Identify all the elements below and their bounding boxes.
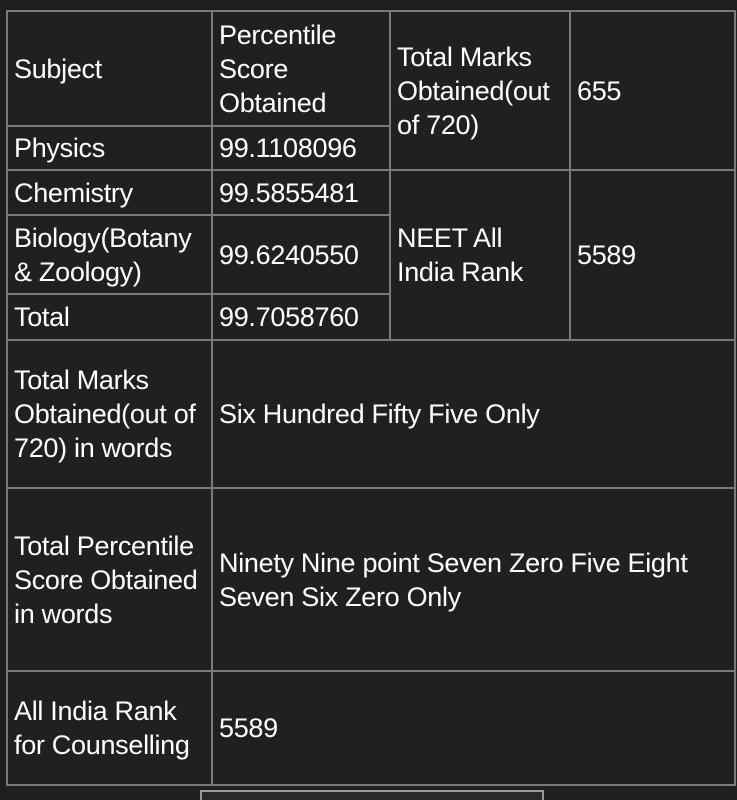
rank-label: NEET All India Rank <box>390 170 570 340</box>
counselling-rank-value: 5589 <box>212 671 735 785</box>
header-percentile: Percentile Score Obtained <box>212 11 390 126</box>
row-total-subject: Total <box>7 294 212 340</box>
counselling-rank-label: All India Rank for Counselling <box>7 671 212 785</box>
row-physics-subject: Physics <box>7 126 212 170</box>
result-table <box>6 10 736 786</box>
row-biology-subject: Biology(Botany & Zoology) <box>7 215 212 294</box>
row-chemistry-subject: Chemistry <box>7 170 212 215</box>
total-marks-value: 655 <box>570 11 735 170</box>
row-physics-score: 99.1108096 <box>212 126 390 170</box>
words-marks-value: Six Hundred Fifty Five Only <box>212 340 735 488</box>
rank-value: 5589 <box>570 170 735 340</box>
words-percentile-value: Ninety Nine point Seven Zero Five Eight Seven Six Zero Only <box>212 488 735 671</box>
words-marks-label: Total Marks Obtained(out of 720) in words <box>7 340 212 488</box>
row-biology-score: 99.6240550 <box>212 215 390 294</box>
header-total-marks-label: Total Marks Obtained(out of 720) <box>390 11 570 170</box>
header-subject: Subject <box>7 11 212 126</box>
result-table-frame <box>6 10 734 800</box>
row-total-score: 99.7058760 <box>212 294 390 340</box>
row-chemistry-score: 99.5855481 <box>212 170 390 215</box>
bottom-control-edge <box>200 790 544 800</box>
words-percentile-label: Total Percentile Score Obtained in words <box>7 488 212 671</box>
